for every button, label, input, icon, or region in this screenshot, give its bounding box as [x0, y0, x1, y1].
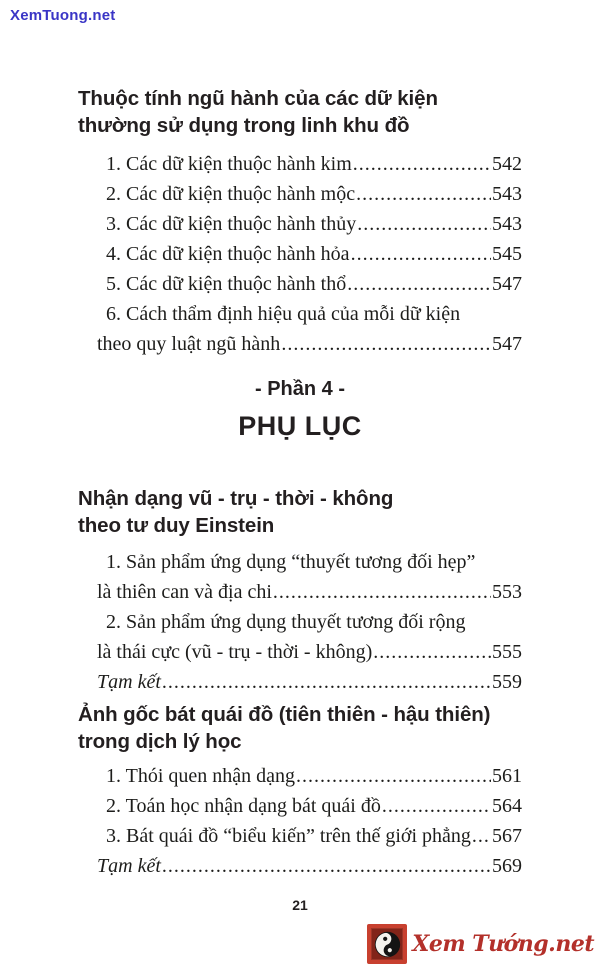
dot-leader: [273, 577, 491, 607]
section-heading-line: thường sử dụng trong linh khu đồ: [78, 114, 410, 137]
toc-section-ngu-hanh: [78, 85, 522, 359]
toc-entry-title-continued: là thái cực (vũ - trụ - thời - không): [97, 641, 373, 663]
toc-entry-title: 3. Bát quái đồ “biểu kiến” trên thế giới phẳng: [106, 825, 471, 847]
site-link[interactable]: XemTuong.net: [10, 7, 116, 24]
page-ref: 555: [492, 641, 522, 663]
toc-entry-title: Tạm kết: [97, 855, 161, 877]
dot-leader: [347, 269, 491, 299]
toc-entry: [97, 149, 522, 179]
section-heading-line: trong dịch lý học: [78, 730, 242, 753]
dot-leader: [162, 667, 491, 697]
page-ref: 553: [492, 581, 522, 603]
section-heading-line: Thuộc tính ngũ hành của các dữ kiện: [78, 87, 438, 110]
toc-section-einstein: [78, 485, 522, 697]
toc-entry-list: [78, 149, 522, 359]
part-title: PHỤ LỤC: [238, 411, 362, 441]
dot-leader: [382, 791, 491, 821]
part-label: - Phần 4 -: [254, 378, 345, 400]
toc-entry: [97, 209, 522, 239]
toc-entry: [97, 791, 522, 821]
site-logo[interactable]: [367, 924, 594, 964]
toc-entry-title: 1. Các dữ kiện thuộc hành kim: [106, 153, 352, 175]
part-divider: [78, 377, 522, 442]
toc-page: [78, 0, 522, 881]
toc-entry: [97, 821, 522, 851]
toc-entry: [97, 239, 522, 269]
dot-leader: [162, 851, 491, 881]
toc-entry: [97, 851, 522, 881]
page-ref: 547: [492, 273, 522, 295]
toc-entry: [97, 179, 522, 209]
page-ref: 543: [492, 183, 522, 205]
dot-leader: [281, 329, 491, 359]
page-number: 21: [292, 897, 308, 913]
dot-leader: [356, 179, 491, 209]
toc-entry-title: 2. Các dữ kiện thuộc hành mộc: [106, 183, 356, 205]
section-heading-line: theo tư duy Einstein: [78, 514, 275, 537]
toc-entry-title: 3. Các dữ kiện thuộc hành thủy: [106, 213, 357, 235]
toc-entry-title: 6. Cách thẩm định hiệu quả của mỗi dữ kiện: [106, 303, 461, 325]
toc-entry: [97, 547, 522, 607]
toc-entry-title: 2. Sản phẩm ứng dụng thuyết tương đối rộng: [106, 611, 466, 633]
toc-entry: [97, 269, 522, 299]
section-heading-line: Ảnh gốc bát quái đồ (tiên thiên - hậu thiên): [78, 703, 491, 726]
dot-leader: [351, 239, 491, 269]
page-ref: 564: [492, 795, 522, 817]
page-ref: 567: [492, 825, 522, 847]
page-ref: 545: [492, 243, 522, 265]
toc-entry: [97, 299, 522, 359]
toc-entry-title: 1. Thói quen nhận dạng: [106, 765, 296, 787]
toc-entry: [97, 607, 522, 667]
dot-leader: [373, 637, 491, 667]
page-ref: 543: [492, 213, 522, 235]
dot-leader: [353, 149, 491, 179]
toc-entry-title: 1. Sản phẩm ứng dụng “thuyết tương đối hẹp”: [106, 551, 476, 573]
toc-entry-title: 4. Các dữ kiện thuộc hành hỏa: [106, 243, 350, 265]
toc-section-bat-quai: [78, 701, 522, 881]
yin-yang-icon: [367, 924, 407, 964]
section-heading-line: Nhận dạng vũ - trụ - thời - không: [78, 487, 394, 510]
toc-entry-title: 5. Các dữ kiện thuộc hành thổ: [106, 273, 347, 295]
site-logo-text: Xem Tướng.net: [412, 931, 594, 957]
toc-entry: [97, 761, 522, 791]
section-heading: [78, 701, 522, 755]
page-ref: 559: [492, 671, 522, 693]
dot-leader: [357, 209, 491, 239]
section-heading: [78, 85, 522, 139]
toc-entry-title: Tạm kết: [97, 671, 161, 693]
toc-entry-list: [78, 761, 522, 881]
toc-entry-title-continued: theo quy luật ngũ hành: [97, 333, 281, 355]
toc-entry-title: 2. Toán học nhận dạng bát quái đồ: [106, 795, 381, 817]
dot-leader: [472, 821, 491, 851]
dot-leader: [296, 761, 491, 791]
section-heading: [78, 485, 522, 539]
page-ref: 547: [492, 333, 522, 355]
toc-entry-title-continued: là thiên can và địa chi: [97, 581, 272, 603]
page-ref: 542: [492, 153, 522, 175]
page-ref: 561: [492, 765, 522, 787]
page-ref: 569: [492, 855, 522, 877]
toc-entry-list: [78, 547, 522, 697]
toc-entry: [97, 667, 522, 697]
